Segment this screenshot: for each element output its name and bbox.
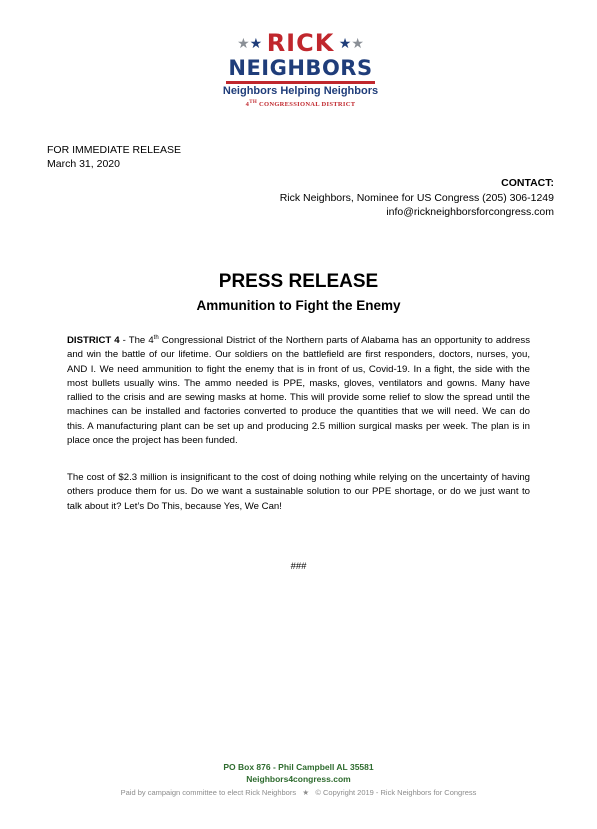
star-icon: ★ xyxy=(351,35,364,51)
star-icon: ★ xyxy=(249,35,263,51)
footer-address: PO Box 876 - Phil Campbell AL 35581 xyxy=(223,762,374,772)
logo-last-name: NEIGHBORS xyxy=(228,56,373,80)
logo-first-name: RICK xyxy=(266,29,335,57)
release-type: FOR IMMEDIATE RELEASE xyxy=(47,144,181,156)
body-paragraph-1: DISTRICT 4 - The 4th Congressional District of the Northern parts of Alabama has an opportunity to address and win the battle of our lifetime. Our soldiers on the battlefield are first responders, doctors, nurses, you, AND I. We need ammunition to fight the enemy that is in front of us, Covid-19. In a fight, the side with the most bullets usually wins. The ammo needed is PPE, masks, gloves, ventilators and gowns. Many have rallied to the crisis and are sewing masks at home. This will provide some relief to slow the spread until the machines can be installed and factories converted to produce the quantities that we will need. We can do this. A manufacturing plant can be set up and producing 2.5 million surgical masks per week. The plan is in place once the project has been funded. xyxy=(67,334,530,447)
release-date: March 31, 2020 xyxy=(47,158,120,170)
footer-website[interactable]: Neighbors4congress.com xyxy=(246,774,351,784)
contact-line: Rick Neighbors, Nominee for US Congress (205) 306-1249 xyxy=(279,192,554,204)
end-mark: ### xyxy=(290,561,307,572)
dateline: DISTRICT 4 xyxy=(67,335,120,346)
page-title: PRESS RELEASE xyxy=(218,271,379,292)
logo-top-row xyxy=(218,30,383,56)
campaign-logo xyxy=(218,28,383,112)
star-icon: ★ xyxy=(338,35,352,51)
contact-label: CONTACT: xyxy=(501,177,554,189)
body-paragraph-2: The cost of $2.3 million is insignificant to the cost of doing nothing while relying on the uncertainty of having others produce them for us. Do we want a sustainable solution to our PPE shortage, or do we just want to talk about it? Let’s Do This, because Yes, We Can! xyxy=(67,472,530,512)
star-icon: ★ xyxy=(302,788,310,797)
footer-disclaimer: Paid by campaign committee to elect Rick Neighbors ★ © Copyright 2019 - Rick Neighbors for Congress xyxy=(120,788,477,797)
page-subtitle: Ammunition to Fight the Enemy xyxy=(196,298,401,313)
logo-tagline: Neighbors Helping Neighbors xyxy=(222,85,379,97)
logo-district: 4TH CONGRESSIONAL DISTRICT xyxy=(245,100,356,109)
star-icon: ★ xyxy=(237,35,250,51)
contact-email[interactable]: info@rickneighborsforcongress.com xyxy=(386,206,554,218)
